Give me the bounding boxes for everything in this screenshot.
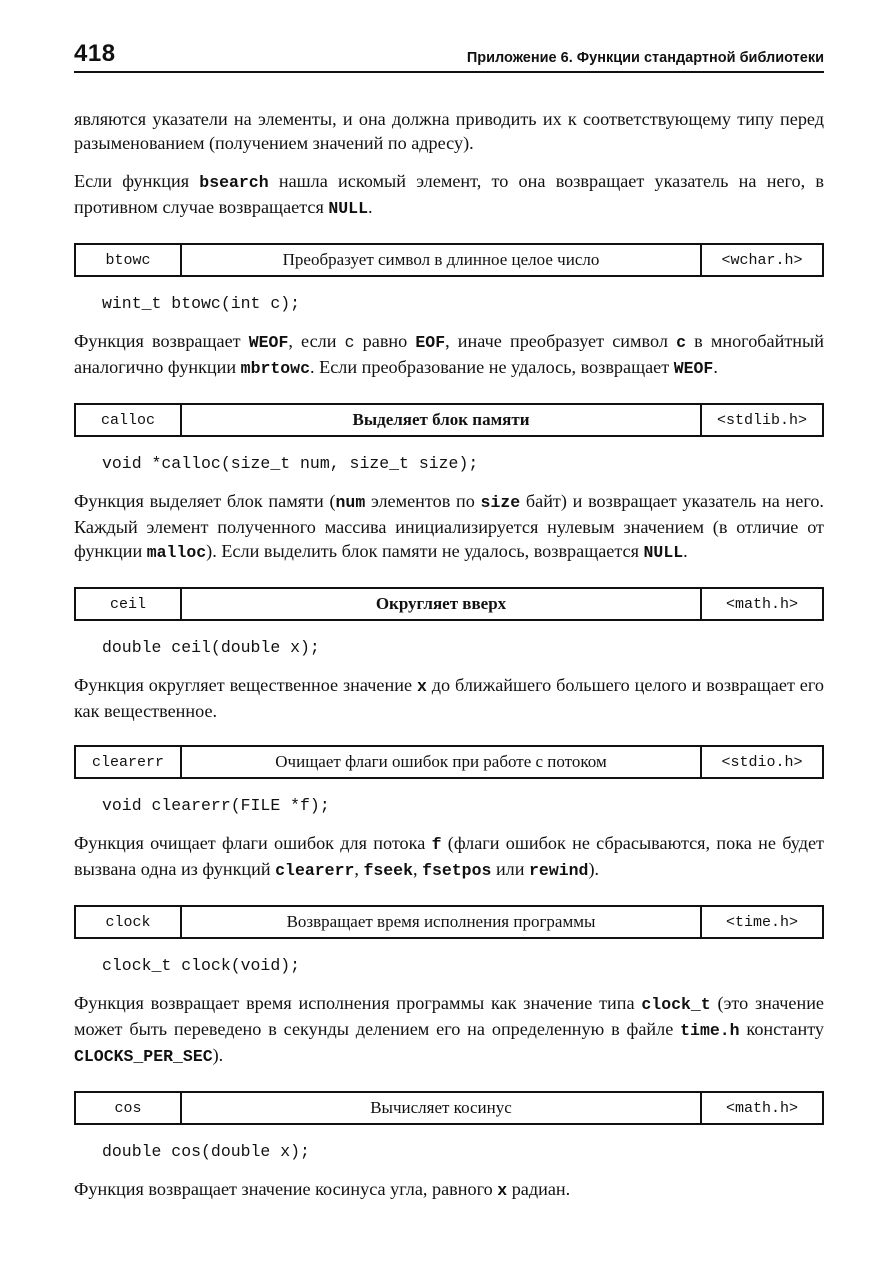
function-table-ceil	[74, 587, 824, 621]
function-description-paragraph: Функция возвращает время исполнения программы как значение типа clock_t (это значение может быть переведено в секунды делением его на определенную в файле time.h константу CLOCKS_PER_SEC).	[74, 993, 825, 1066]
function-header-file: <time.h>	[725, 913, 798, 931]
function-description-paragraph: Функция возвращает значение косинуса угла, равного x радиан.	[74, 1179, 571, 1200]
function-table-clock	[74, 905, 824, 939]
function-name: cos	[76, 1093, 182, 1123]
function-name: clock	[76, 907, 182, 937]
function-header-file: <math.h>	[725, 595, 798, 613]
function-prototype: clock_t clock(void);	[102, 956, 301, 975]
running-title: Приложение 6. Функции стандартной библиотеки	[466, 50, 824, 66]
function-prototype: wint_t btowc(int c);	[102, 294, 301, 313]
function-header-file: <stdlib.h>	[716, 411, 807, 429]
page-header	[74, 38, 824, 73]
function-header-file: <wchar.h>	[721, 251, 803, 269]
page-content	[74, 107, 824, 1203]
function-description-paragraph: Функция выделяет блок памяти (num элементов по size байт) и возвращает указатель на него. Каждый элемент полученного массива инициализируется нулевым значением (в отличие от функции malloc). Если выделить блок памяти не удалось, возвращается NULL.	[74, 491, 824, 562]
intro-paragraph-1: являются указатели на элементы, и она должна приводить их к соответствующему типу перед разыменованием (получением значений по адресу).	[74, 109, 824, 153]
function-prototype: double cos(double x);	[102, 1142, 310, 1161]
function-name: clearerr	[76, 747, 182, 777]
function-description-paragraph: Функция округляет вещественное значение x до ближайшего большего целого и возвращает его как вещественное.	[74, 675, 824, 721]
function-table-clearerr	[74, 745, 824, 779]
book-page	[74, 38, 824, 1217]
function-description: Вычисляет косинус	[182, 1093, 702, 1123]
function-name: ceil	[76, 589, 182, 619]
function-description: Округляет вверх	[182, 589, 702, 619]
function-description: Очищает флаги ошибок при работе с потоком	[182, 747, 702, 777]
function-prototype: void *calloc(size_t num, size_t size);	[102, 454, 479, 473]
page-number: 418	[74, 40, 116, 67]
function-description: Выделяет блок памяти	[182, 405, 702, 435]
function-name: calloc	[76, 405, 182, 435]
function-table-cos	[74, 1091, 824, 1125]
function-description: Преобразует символ в длинное целое число	[182, 245, 702, 275]
function-prototype: double ceil(double x);	[102, 638, 320, 657]
function-header-file: <math.h>	[725, 1099, 798, 1117]
intro-paragraph-2: Если функция bsearch нашла искомый элемент, то она возвращает указатель на него, в противном случае возвращается NULL.	[74, 171, 824, 218]
function-description-paragraph: Функция возвращает WEOF, если c равно EOF, иначе преобразует символ c в многобайтный аналогично функции mbrtowc. Если преобразование не удалось, возвращает WEOF.	[74, 331, 824, 378]
function-header-file: <stdio.h>	[721, 753, 803, 771]
function-description-paragraph: Функция очищает флаги ошибок для потока f (флаги ошибок не сбрасываются, пока не будет вызвана одна из функций clearerr, fseek, fsetpos или rewind).	[74, 833, 824, 880]
function-table-btowc	[74, 243, 824, 277]
function-table-calloc	[74, 403, 824, 437]
function-prototype: void clearerr(FILE *f);	[102, 796, 330, 815]
function-description: Возвращает время исполнения программы	[182, 907, 702, 937]
function-name: btowc	[76, 245, 182, 275]
